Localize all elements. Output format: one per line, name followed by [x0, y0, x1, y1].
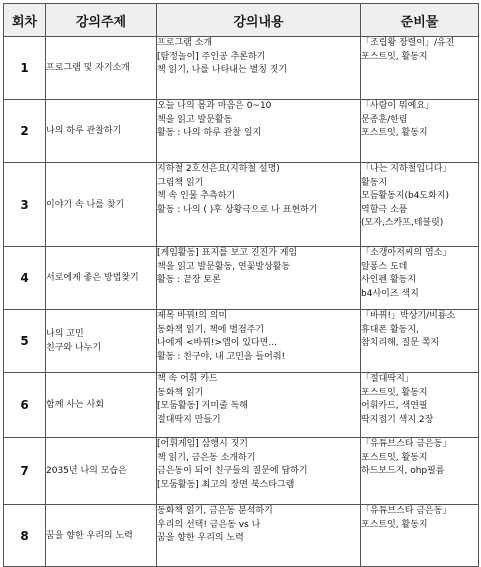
lecture-content [157, 37, 361, 100]
lecture-content-line: 동화책 읽기, 금은동 분석하기 [157, 506, 273, 516]
lecture-topic [46, 247, 157, 310]
preparation-materials-line: 딱지접기 색지 2장 [361, 414, 434, 425]
lecture-content-line: [게임활동] 표지를 보고 진진가 게임 [157, 248, 298, 258]
preparation-materials-line: 휴대폰 활동지, [361, 324, 419, 335]
lecture-content-line: 책 읽기, 금은동 소개하기 [157, 452, 256, 463]
header-topic: 강의주제 [46, 4, 157, 37]
session-number: 8 [4, 505, 46, 567]
preparation-materials-line: 모듬활동지(b4도화지) [361, 191, 450, 201]
preparation-materials-line: 역할극 소품 [361, 204, 408, 215]
session-number: 4 [4, 247, 46, 310]
preparation-materials-line: 「절대딱지」 [361, 374, 414, 384]
lecture-content-line: 활동 : 친구야, 내 고민을 들어줘! [157, 351, 286, 362]
session-number: 5 [4, 310, 46, 373]
lecture-content-line: 우리의 선택! 금은동 vs 나 [157, 519, 261, 530]
preparation-materials [361, 438, 479, 505]
preparation-materials-line: 「나는 지하철입니다」 [361, 164, 452, 174]
lecture-content [157, 310, 361, 373]
lecture-content-line: 책 속 어휘 카드 [157, 374, 218, 384]
header-preparation: 준비물 [361, 4, 479, 37]
table-body [4, 37, 479, 567]
lecture-topic-line: 꿈을 향한 우리의 노력 [46, 530, 133, 541]
preparation-materials-line: 포스트잇, 활동지 [361, 387, 428, 398]
preparation-materials-line: 사인펜 활동지 [361, 275, 417, 285]
lecture-topic-line: 나의 하루 관찰하기 [46, 126, 122, 136]
lecture-content-line: 프로그램 소개 [157, 38, 213, 48]
lecture-content-line: [모둠활동] 최고의 장면 북스타그램 [157, 479, 295, 490]
lecture-content [157, 100, 361, 163]
lecture-content [157, 438, 361, 505]
lecture-topic-line: 2035년 나의 모습은 [46, 466, 127, 476]
preparation-materials [361, 373, 479, 438]
session-number: 1 [4, 37, 46, 100]
preparation-materials-line: 활동지 [361, 177, 388, 188]
lecture-topic [46, 100, 157, 163]
preparation-materials-line: 참치리해, 질문 쪽지 [361, 338, 440, 348]
lecture-content-line: 동화책 읽기 [157, 387, 204, 398]
lecture-topic [46, 373, 157, 438]
preparation-materials-line: 「사람이 뭐예요」 [361, 101, 435, 111]
preparation-materials-line: 포스트잇, 활동지 [361, 519, 428, 530]
session-number: 2 [4, 100, 46, 163]
preparation-materials-line: 포스트잇, 활동지 [361, 51, 428, 62]
lecture-content-line: 지하철 2호선은요(지하철 설명) [157, 164, 280, 174]
table-row [4, 163, 479, 247]
preparation-materials-line: b4사이즈 색지 [361, 288, 419, 299]
lecture-content-line: 금은동이 되어 친구들의 질문에 답하기 [157, 466, 308, 476]
lecture-topic-line: 나의 고민 [46, 329, 84, 339]
lecture-topic-line: 친구와 나누기 [46, 343, 102, 353]
lecture-content-line: 오늘 나의 몸과 마음은 0~10 [157, 101, 272, 111]
lecture-content-line: 꿈을 향한 우리의 노력 [157, 533, 244, 543]
lecture-content-line: [탐정놀이] 주인공 추론하기 [157, 51, 266, 62]
lecture-content-line: 책 속 인물 추측하기 [157, 191, 236, 201]
header-session: 회차 [4, 4, 46, 37]
lecture-content-line: 활동 : 나의 하루 관찰 일지 [157, 128, 262, 138]
preparation-materials-line: 문종훈/한림 [361, 114, 408, 125]
lecture-content [157, 373, 361, 438]
lecture-content-line: [어휘게임] 삼행시 짓기 [157, 439, 248, 449]
lecture-content-line: 나에게 <바꿔!>앱이 있다면... [157, 338, 277, 348]
lecture-topic-line: 이야기 속 나를 찾기 [46, 199, 125, 210]
session-number: 3 [4, 163, 46, 247]
preparation-materials [361, 100, 479, 163]
lecture-content [157, 247, 361, 310]
preparation-materials-line: 「유튜브스타 금은동」 [361, 439, 452, 449]
lecture-content-line: 절대딱지 만들기 [157, 414, 221, 425]
lecture-topic [46, 438, 157, 505]
lecture-content-line: 책 읽기, 나를 나타내는 별칭 짓기 [157, 65, 288, 75]
lesson-plan-table [3, 3, 479, 567]
lecture-content-line: 활동 : 끝장 토론 [157, 275, 221, 285]
preparation-materials [361, 247, 479, 310]
preparation-materials-line: 포스트잇, 활동지 [361, 452, 428, 463]
preparation-materials-line: 포스트잇, 활동지 [361, 128, 428, 138]
header-content: 강의내용 [157, 4, 361, 37]
lecture-content [157, 505, 361, 567]
lecture-topic-line: 서로에게 좋은 방법찾기 [46, 273, 139, 283]
preparation-materials-line: 「소갱아저씨의 염소」 [361, 248, 452, 258]
preparation-materials [361, 310, 479, 373]
preparation-materials-line: (모자,스카프,테블릿) [361, 218, 444, 228]
session-number: 6 [4, 373, 46, 438]
table-row [4, 438, 479, 505]
lecture-content-line: 책을 읽고 발문활동, 연꽃발상활동 [157, 261, 291, 272]
lecture-content-line: [모둠활동] 거미줄 독해 [157, 401, 248, 411]
table-row [4, 505, 479, 567]
lecture-topic [46, 163, 157, 247]
table-row [4, 310, 479, 373]
preparation-materials-line: 하드보드지, ohp필름 [361, 466, 445, 476]
preparation-materials [361, 37, 479, 100]
table-row [4, 373, 479, 438]
lecture-content-line: 제목 바꿔!의 의미 [157, 311, 228, 321]
lecture-topic-line: 함께 사는 사회 [46, 400, 104, 410]
lecture-topic-line: 프로그램 및 자기소개 [46, 63, 130, 73]
table-row [4, 247, 479, 310]
preparation-materials-line: 「유튜브스타 금은동」 [361, 506, 452, 516]
lecture-topic [46, 37, 157, 100]
table-header-row [4, 4, 479, 37]
preparation-materials [361, 163, 479, 247]
lecture-content-line: 동화책 읽기, 책에 별점주기 [157, 324, 265, 335]
table-row [4, 37, 479, 100]
session-number: 7 [4, 438, 46, 505]
preparation-materials-line: 「바꿔!」박상기/비룡소 [361, 311, 456, 321]
lecture-content [157, 163, 361, 247]
table-row [4, 100, 479, 163]
preparation-materials-line: 알퐁스 도데 [361, 261, 408, 272]
lecture-content-line: 책을 읽고 발문활동 [157, 114, 233, 125]
lecture-topic [46, 310, 157, 373]
lecture-content-line: 그림책 읽기 [157, 177, 204, 188]
lecture-content-line: 활동 : 나의 ( )후 상황극으로 나 표현하기 [157, 204, 318, 215]
preparation-materials-line: 어휘카드, 색연필 [361, 401, 428, 411]
lecture-topic [46, 505, 157, 567]
preparation-materials [361, 505, 479, 567]
preparation-materials-line: 「조립왕 장렬이」/유진 [361, 38, 455, 48]
